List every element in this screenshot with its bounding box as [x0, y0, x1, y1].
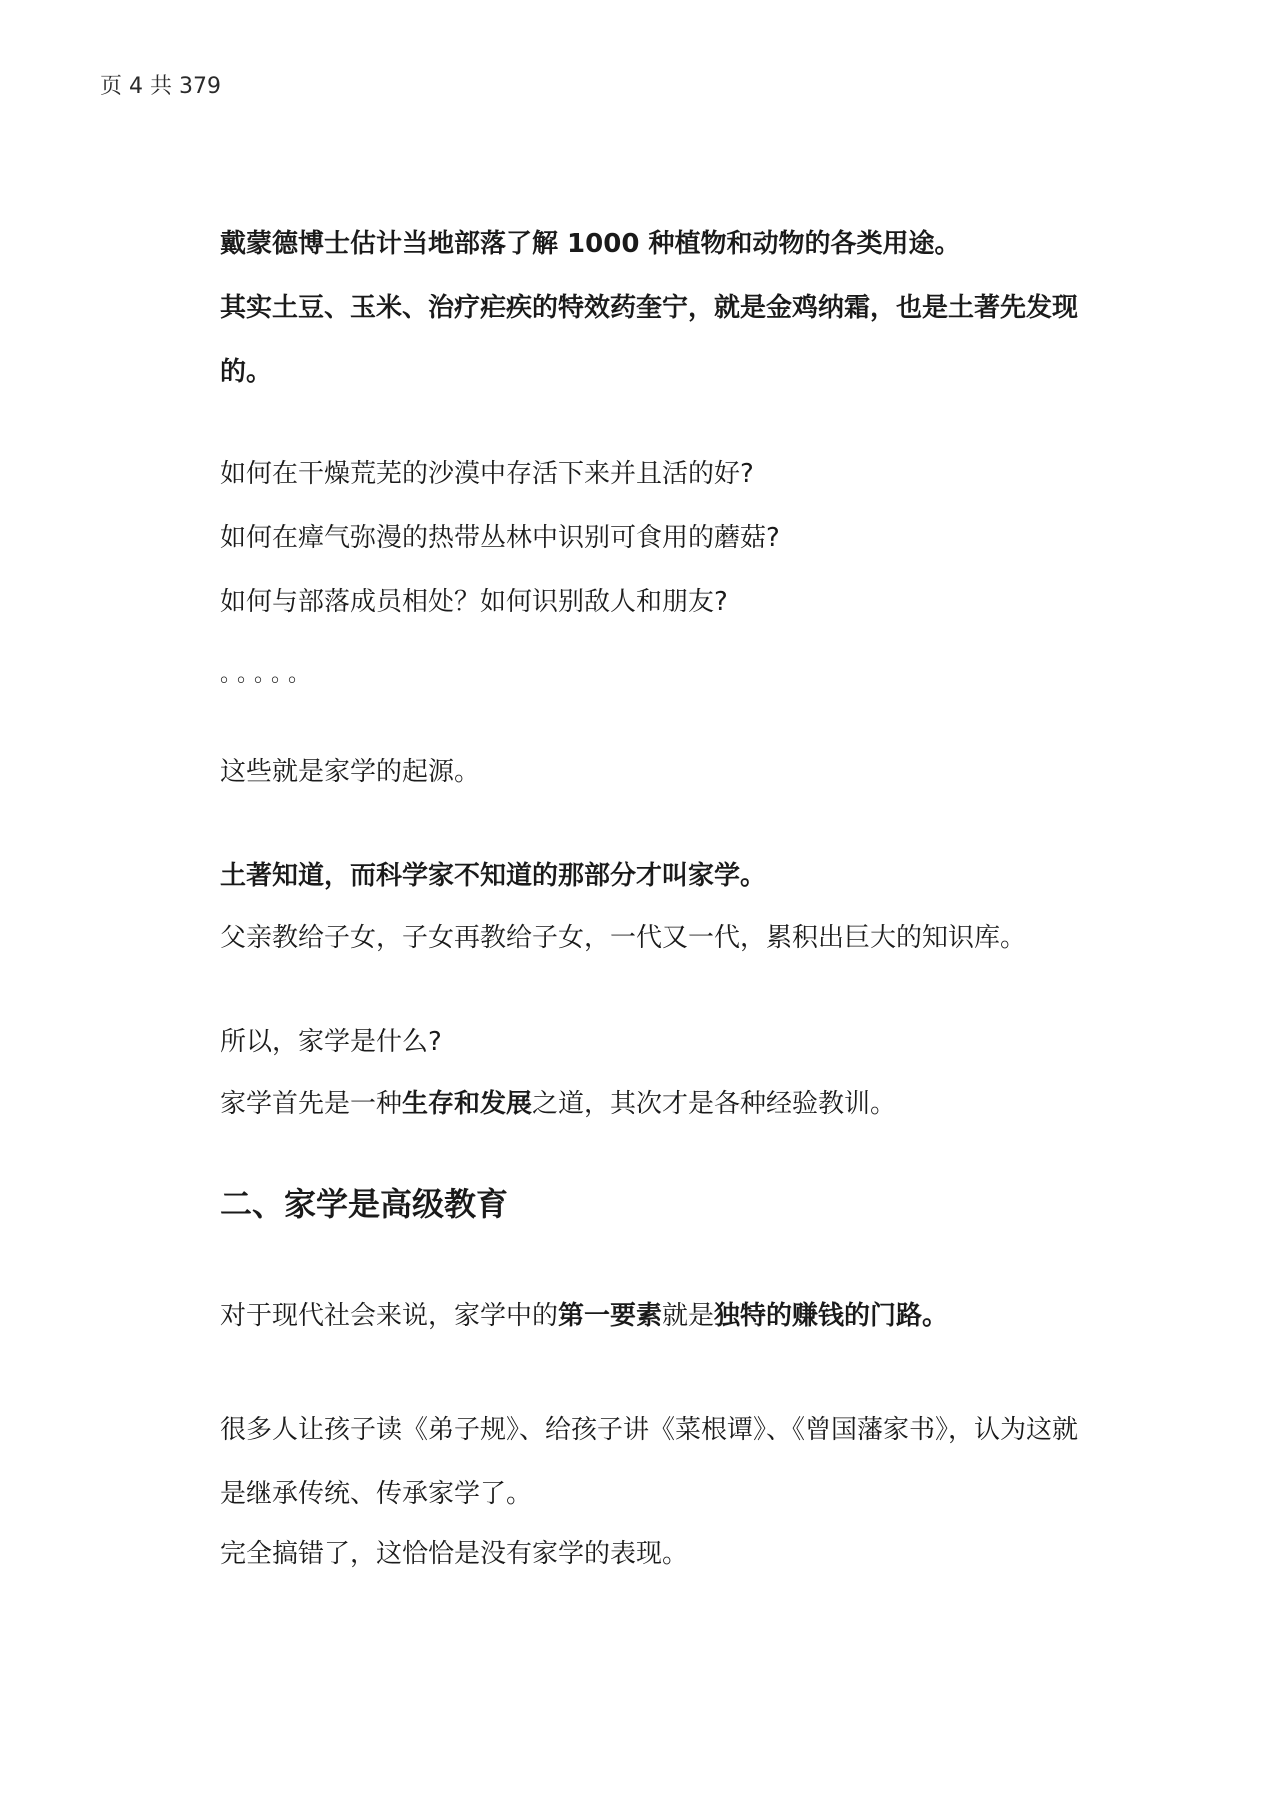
ellipsis-dots: 。。。。。	[220, 662, 317, 687]
text-span: 之道，其次才是各种经验教训。	[532, 1089, 897, 1119]
emphasis-unique-way: 独特的赚钱的门路。	[714, 1301, 949, 1331]
section-heading: 二、家学是高级教育	[220, 1185, 509, 1223]
paragraph-classics: 很多人让孩子读《弟子规》、给孩子讲《菜根谭》、《曾国藩家书》，认为这就是继承传统、传承家学了。	[220, 1415, 1079, 1509]
text-span: 就是	[662, 1301, 715, 1331]
paragraph-question-what: 所以，家学是什么?	[220, 1027, 442, 1057]
paragraph-modern-society	[220, 1296, 1080, 1336]
question-jungle: 如何在瘴气弥漫的热带丛林中识别可食用的蘑菇?	[220, 523, 780, 553]
question-desert: 如何在干燥荒芜的沙漠中存活下来并且活的好?	[220, 459, 754, 489]
paragraph-mistake: 完全搞错了，这恰恰是没有家学的表现。	[220, 1539, 689, 1569]
paragraph-definition-bold: 土著知道，而科学家不知道的那部分才叫家学。	[220, 861, 767, 891]
text-span: 家学首先是一种	[220, 1089, 403, 1119]
paragraph-generations: 父亲教给子女，子女再教给子女，一代又一代，累积出巨大的知识库。	[220, 923, 1027, 953]
paragraph-origin: 这些就是家学的起源。	[220, 757, 481, 787]
page-indicator: 页 4 共 379	[100, 74, 221, 99]
text-span: 对于现代社会来说，家学中的	[220, 1301, 559, 1331]
paragraph-diamond-estimate: 戴蒙德博士估计当地部落了解 1000 种植物和动物的各类用途。	[220, 229, 961, 259]
question-tribe: 如何与部落成员相处？如何识别敌人和朋友?	[220, 587, 728, 617]
emphasis-first-element: 第一要素	[558, 1301, 663, 1331]
emphasis-survival-development: 生存和发展	[402, 1089, 533, 1119]
paragraph-survival	[220, 1084, 1080, 1124]
paragraph-indigenous-discoveries: 其实土豆、玉米、治疗疟疾的特效药奎宁，就是金鸡纳霜，也是土著先发现的。	[220, 293, 1079, 387]
